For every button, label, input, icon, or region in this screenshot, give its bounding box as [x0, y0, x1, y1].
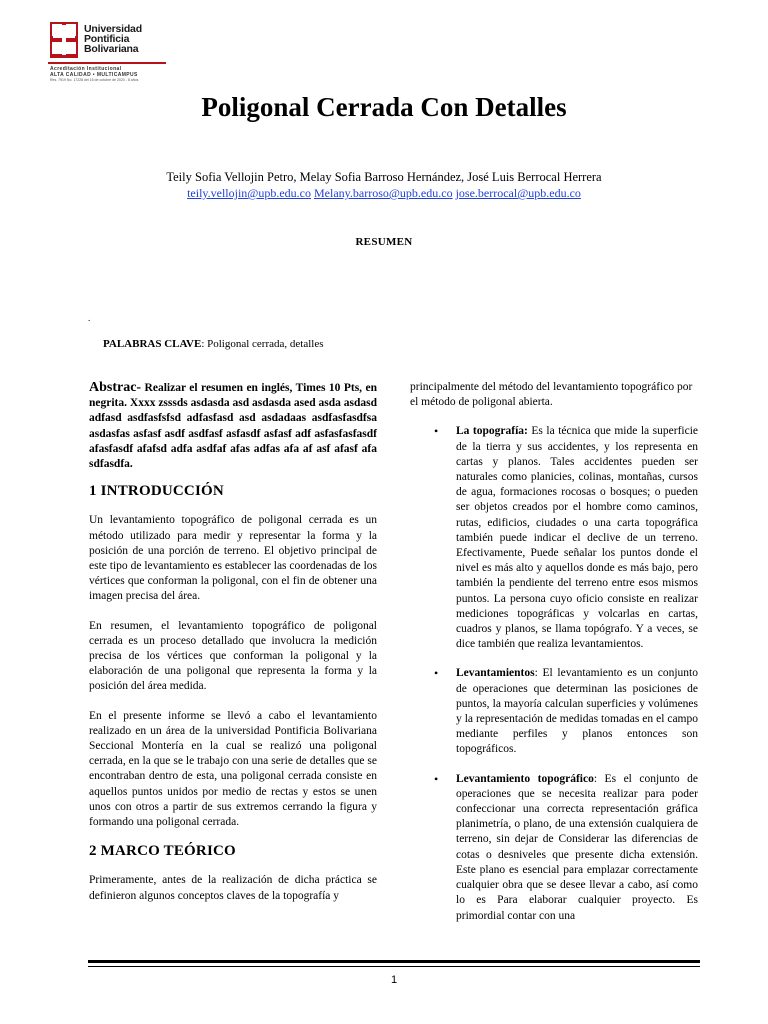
concept-list: [410, 424, 698, 923]
accreditation-text: Acreditación Institucional ALTA CALIDAD • MULTICAMPUS Res. 7919 No. 17228 del 15 de octubre de 2020 - 8 años: [50, 66, 139, 82]
abstract-lead: Abstrac-: [89, 380, 142, 395]
list-item: [410, 772, 698, 924]
section-1-title: 1 INTRODUCCIÓN: [89, 483, 224, 500]
bullet-term: Levantamiento topográfico: [456, 772, 594, 785]
theory-intro-continued: principalmente del método del levantamiento topográfico por el método de poligonal abierta.: [410, 381, 693, 409]
intro-paragraph-1: Un levantamiento topográfico de poligonal cerrada es un método utilizado para medir y representar la forma y la posición de una porción de terreno. El objetivo principal de este tipo de levantamiento es establecer las coordenadas de los vértices que conforman la poligonal, con el fin de obtener una imagen precisa del área.: [89, 514, 377, 603]
footer-rule-thin: [88, 966, 700, 967]
right-column: [410, 380, 698, 924]
abstract: [89, 380, 377, 472]
author-emails: [0, 186, 768, 201]
university-seal-icon: [50, 22, 78, 58]
bullet-text: : Es el conjunto de operaciones que se necesita realizar para poder confeccionar una correcta representación gráfica planimetría, o plano, de una extensión cualquiera de terreno, sin dejar de Considerar las diferencias de cotas o desniveles que presente dicha extensión. Este plano es esencial para emplazar correctamente cualquier obra que se desee llevar a cabo, así como lo es Para elaborar cualquier proyecto. Es primordial contar con una: [456, 772, 698, 922]
bullet-term: Levantamientos: [456, 667, 535, 680]
paper-title: Poligonal Cerrada Con Detalles: [201, 92, 567, 122]
email-link-1[interactable]: teily.vellojin@upb.edu.co: [187, 186, 311, 200]
bullet-text: Es la técnica que mide la superficie de la tierra y sus accidentes, y los representa en cartas y planos. Tales accidentes pueden ser naturales como planicies, colinas, montañas, cursos de agua, formaciones rocosas o bosques; o pueden ser objetos creados por el hombre como caminos, rutas, edificios, ciudades o una carta topográfica también puede indicar el declive de un terreno. Efectivamente, Puede señalar los puntos donde el nivel es más alto y aquellos donde es más bajo, pero también la pendiente del terreno entre esos mismos puntos. La persona cuyo oficio consiste en realizar mediciones topográficas y volcarlas en cartas, cuadros y planos, se llama topógrafo. Y a veces, se dice también que realiza levantamientos.: [456, 425, 699, 651]
logo-divider: [48, 62, 166, 64]
keywords-value: : Poligonal cerrada, detalles: [201, 338, 324, 350]
stray-dot: .: [88, 313, 91, 323]
email-link-2[interactable]: Melany.barroso@upb.edu.co: [314, 186, 453, 200]
bullet-text: : El levantamiento es un conjunto de operaciones que determinan las posiciones de puntos, la mayoría calculan superficies y volúmenes y la representación de medidas tomadas en el campo mediante perfiles y planos entonces son topográficos.: [456, 667, 698, 756]
bullet-term: La topografía:: [456, 425, 528, 438]
keywords-label: PALABRAS CLAVE: [103, 338, 202, 350]
list-item: [410, 666, 698, 757]
resumen-heading: RESUMEN: [355, 236, 413, 248]
intro-paragraph-3: En el presente informe se llevó a cabo el levantamiento realizado en un área de la universidad Pontificia Bolivariana Seccional Montería en la cual se realizó una poligonal cerrada, en la que se le trabajo con una serie de detalles que se encontraban dentro de esta, una poligonal cerrada consiste en aquellos puntos unidos por medio de rectas y estos se unen unos con otros a partir de sus extremos cerrando la figura y formando una poligonal cerrada.: [89, 709, 377, 829]
theory-intro: Primeramente, antes de la realización de dicha práctica se definieron algunos conceptos claves de la topografía y: [89, 874, 377, 902]
list-item: [410, 424, 698, 652]
email-link-3[interactable]: jose.berrocal@upb.edu.co: [455, 186, 581, 200]
keywords: [103, 338, 324, 350]
page-number: 1: [390, 974, 398, 986]
left-column: [89, 380, 377, 904]
intro-paragraph-2: En resumen, el levantamiento topográfico de poligonal cerrada es un proceso detallado que involucra la medición precisa de los vértices que conforman la poligonal y la elaboración de una poligonal que representa la forma y la posición del área medida.: [89, 619, 377, 693]
section-2-title: 2 MARCO TEÓRICO: [89, 843, 236, 860]
abstract-text: Realizar el resumen en inglés, Times 10 Pts, en negrita. Xxxx zsssds asdasda asd asdasda ased asda asdasd adfasd asdfasfsfsd adfasfasd asd asdadaas asdfasfasdfsa asdasfas asfasf asdf asdfasf asfasdf asfasf adf asfasfasfasdf afasfasdf afafsd adfa asdfaf afas adfas afa af asf afasf afa sdfasdfa.: [89, 382, 377, 471]
authors: Teily Sofia Vellojin Petro, Melay Sofia Barroso Hernández, José Luis Berrocal Herrera: [166, 170, 602, 184]
university-name: Universidad Pontificia Bolivariana: [84, 23, 142, 55]
university-logo: [48, 22, 178, 92]
footer-rule: [88, 960, 700, 963]
